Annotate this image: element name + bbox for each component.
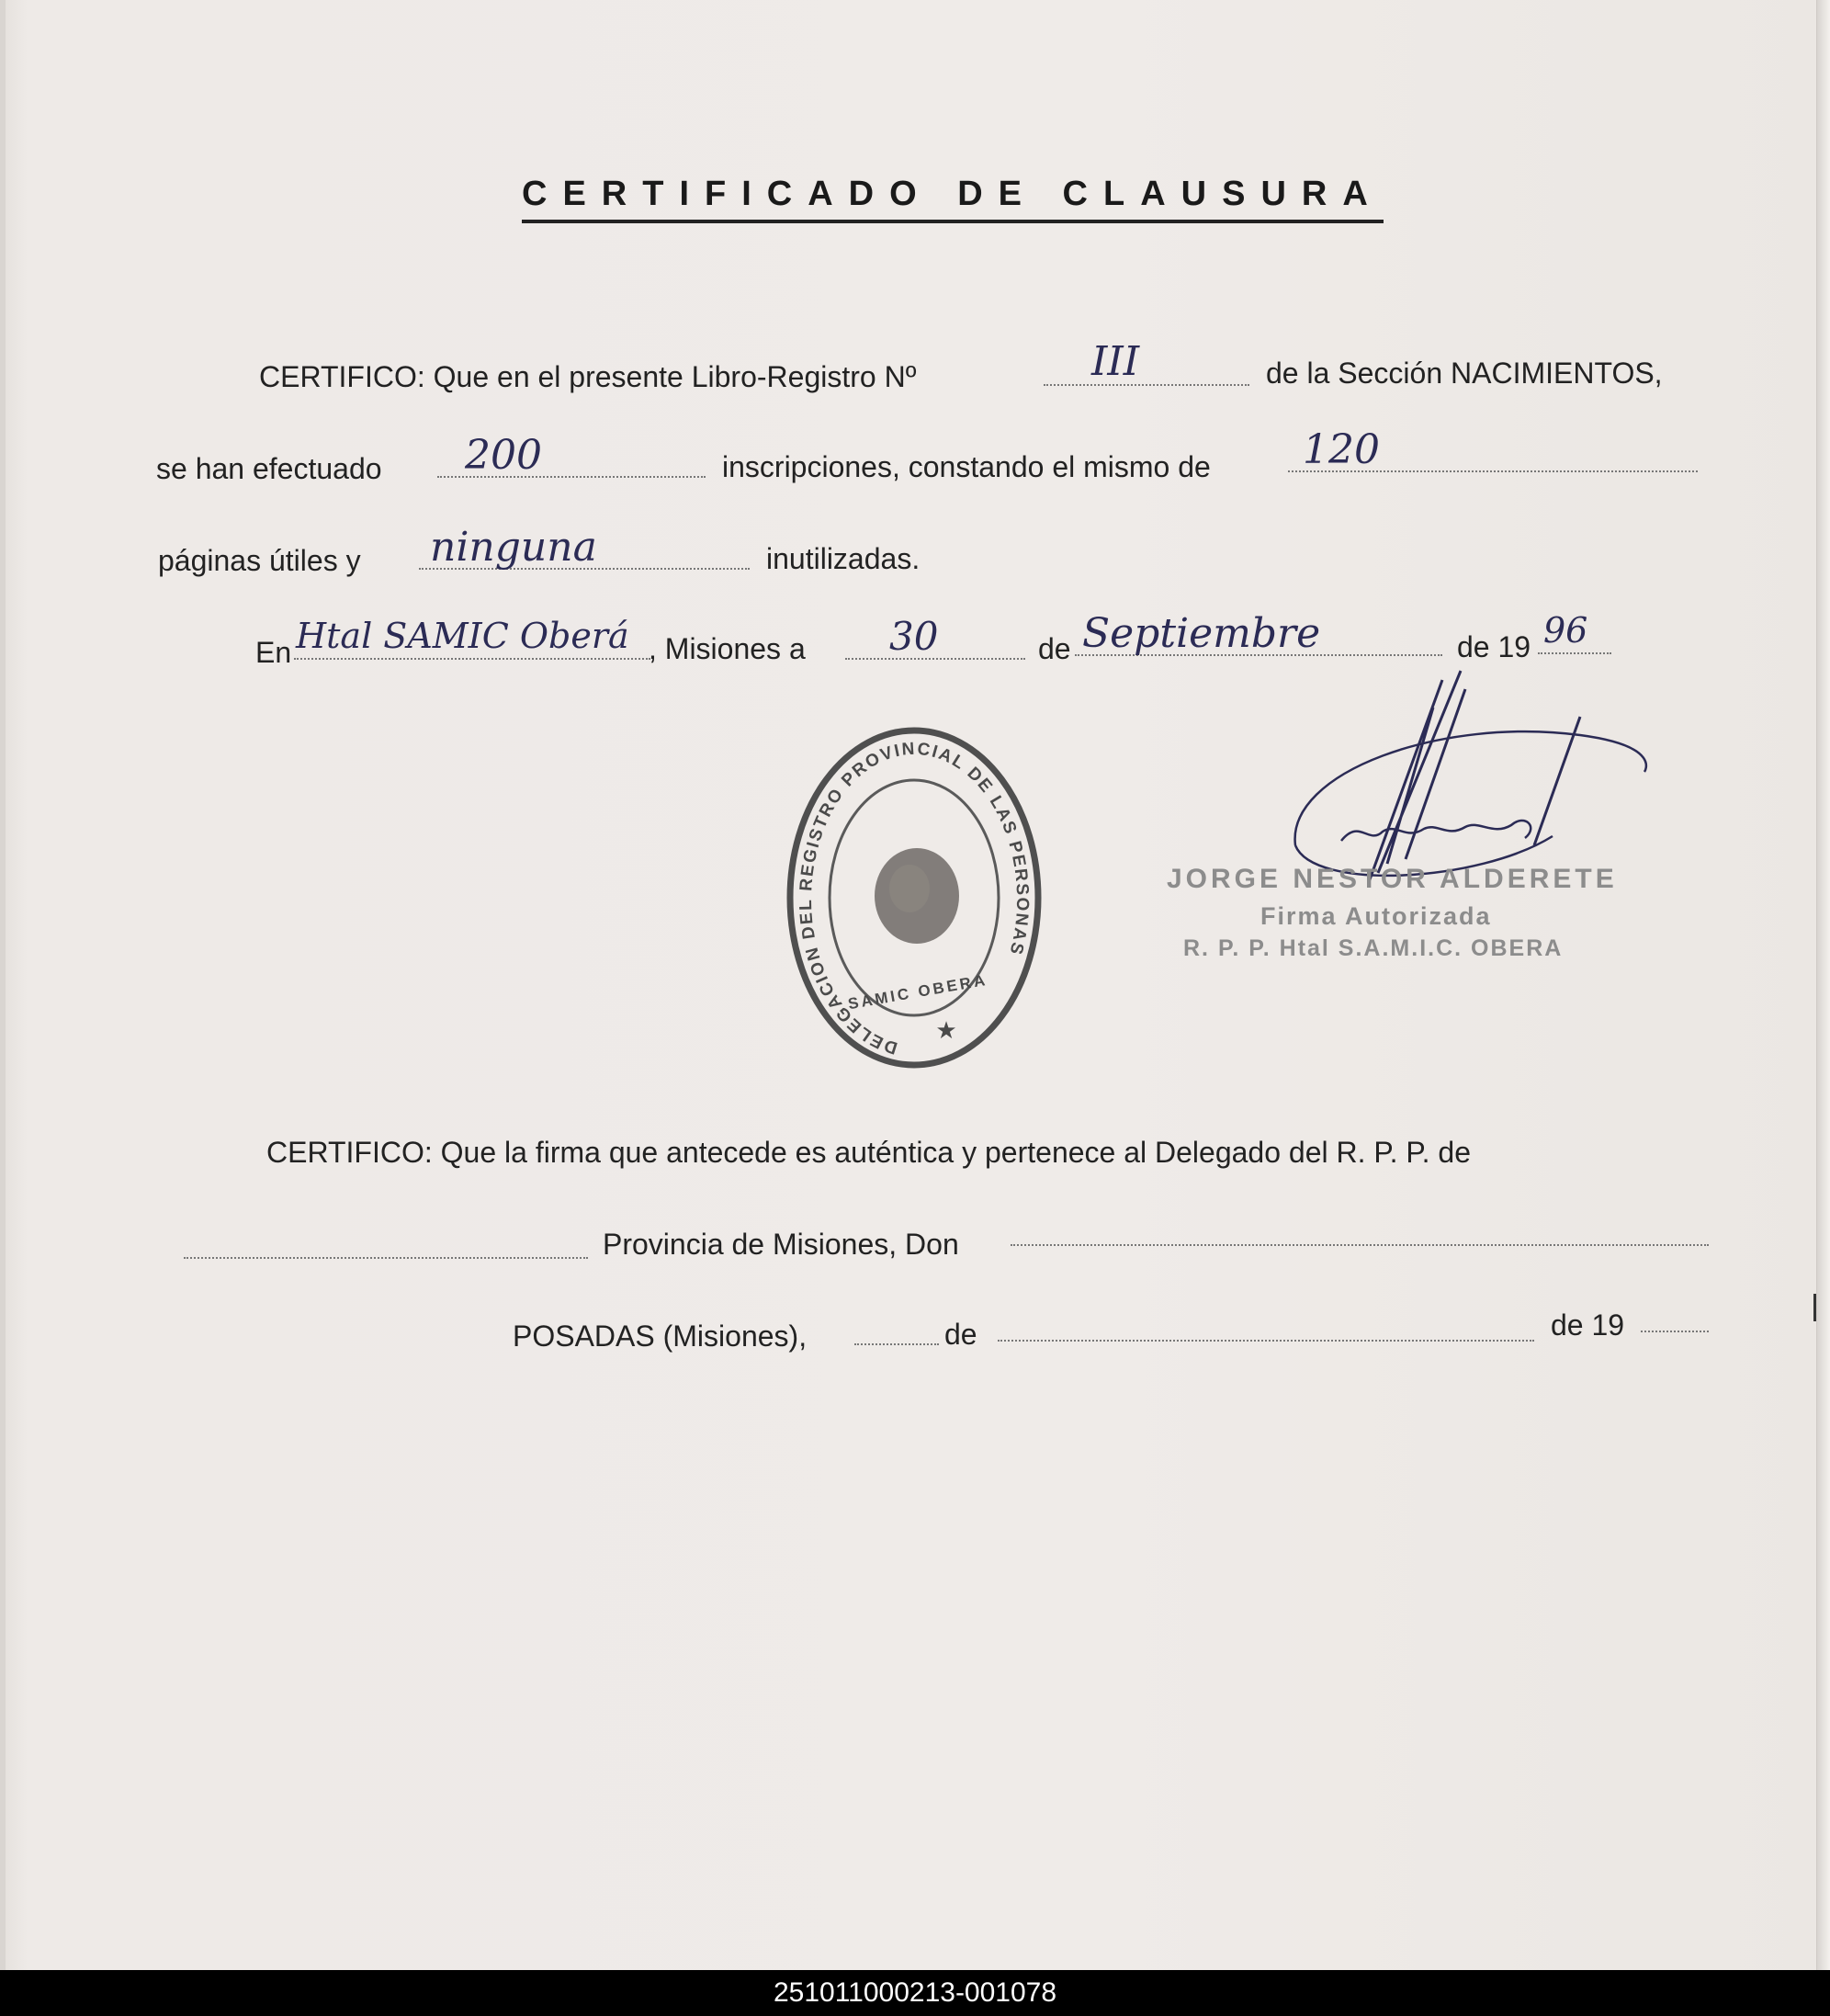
signature-name: JORGE NESTOR ALDERETE xyxy=(1167,864,1618,894)
official-stamp xyxy=(781,721,1047,1075)
line2-prefix: se han efectuado xyxy=(156,452,382,485)
second-cert-line3-de: de xyxy=(944,1318,977,1351)
line4-misiones: , Misiones a xyxy=(649,632,806,665)
line2-mid: inscripciones, constando el mismo de xyxy=(722,450,1211,483)
dots-libro xyxy=(1044,384,1249,386)
line1-prefix: CERTIFICO: Que en el presente Libro-Registro Nº xyxy=(259,360,917,393)
second-cert-line3-city: POSADAS (Misiones), xyxy=(513,1319,808,1353)
second-cert-line1: CERTIFICO: Que la firma que antecede es auténtica y pertenece al Delegado del R. P. P. de xyxy=(266,1136,1471,1169)
signature-role: Firma Autorizada xyxy=(1260,902,1492,930)
hw-paginas: 120 xyxy=(1303,426,1380,473)
dots-posadas-anio xyxy=(1641,1331,1709,1332)
hw-dia: 30 xyxy=(889,614,939,659)
second-cert-line3-de19: de 19 xyxy=(1551,1308,1625,1342)
line3-prefix: páginas útiles y xyxy=(158,544,361,577)
stamp-emblem-highlight xyxy=(889,865,930,912)
dots-posadas-dia xyxy=(854,1343,939,1345)
line3-suffix: inutilizadas. xyxy=(766,542,921,575)
hw-mes: Septiembre xyxy=(1082,610,1321,657)
line1-suffix: de la Sección NACIMIENTOS, xyxy=(1266,357,1663,390)
page-left-edge xyxy=(0,0,6,1970)
dots-posadas-mes xyxy=(998,1340,1534,1342)
margin-mark xyxy=(1813,1294,1816,1321)
hw-libro-numero: III xyxy=(1091,338,1140,385)
line4-en: En xyxy=(255,636,292,669)
line4-de: de xyxy=(1038,632,1071,665)
dots-provincia xyxy=(184,1257,588,1259)
hw-inutilizadas: ninguna xyxy=(430,524,597,571)
hw-inscripciones: 200 xyxy=(465,432,542,479)
hw-lugar: Htal SAMIC Oberá xyxy=(296,616,629,656)
stamp-star-icon: ★ xyxy=(935,1016,957,1044)
stamp-ring-text: DELEGACION DEL REGISTRO PROVINCIAL DE LAS PERSONAS xyxy=(796,739,1033,1058)
line4-de19: de 19 xyxy=(1457,630,1531,663)
dots-anio xyxy=(1538,652,1611,654)
footer-id: 251011000213-001078 xyxy=(0,1970,1830,2016)
hw-anio: 96 xyxy=(1543,610,1588,651)
stamp-inner-text: SAMIC OBERA xyxy=(846,970,989,1014)
signature-office: R. P. P. Htal S.A.M.I.C. OBERA xyxy=(1183,935,1564,961)
dots-don xyxy=(1011,1244,1709,1246)
dots-lugar xyxy=(294,658,650,660)
document-title: CERTIFICADO DE CLAUSURA xyxy=(522,175,1384,223)
second-cert-line2: Provincia de Misiones, Don xyxy=(603,1228,959,1261)
page-right-edge xyxy=(1816,0,1830,1970)
